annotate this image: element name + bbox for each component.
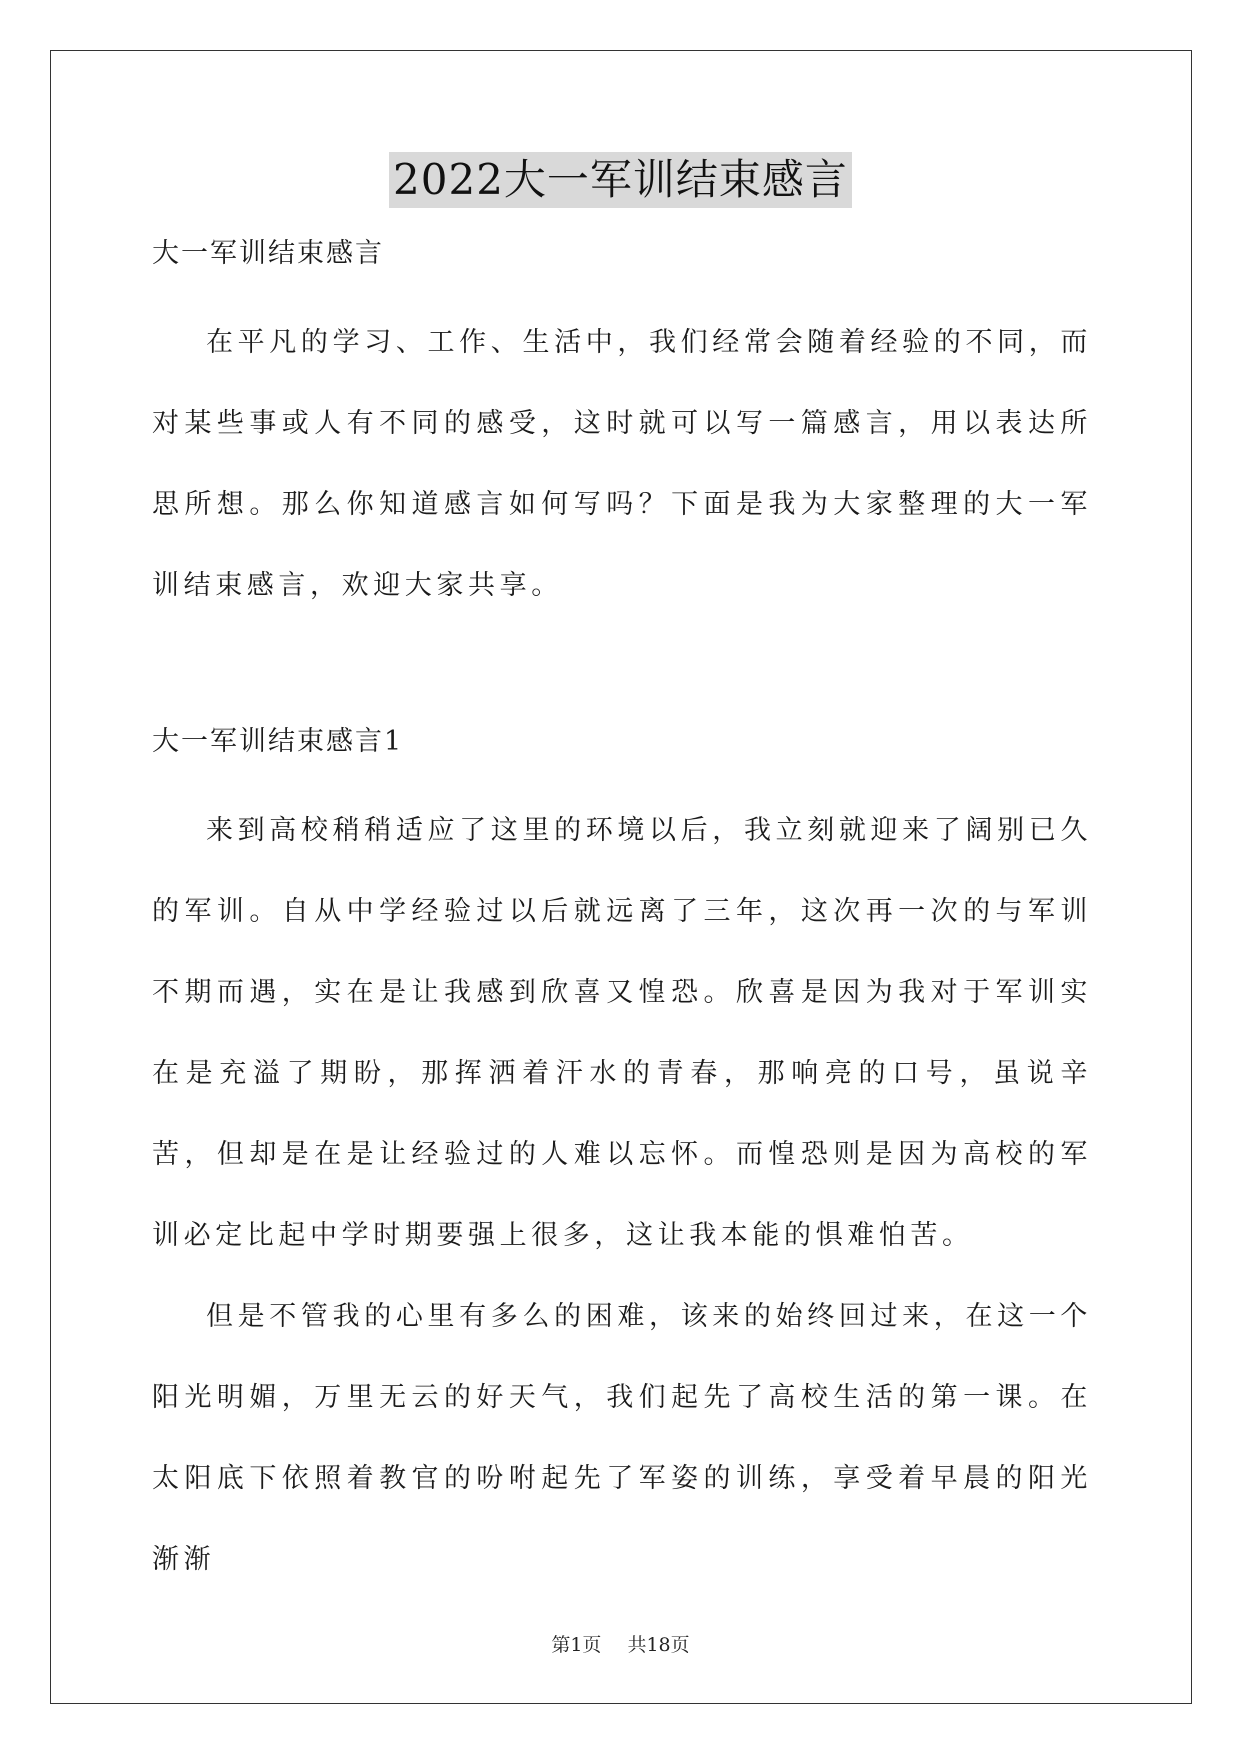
title-container <box>0 152 1241 208</box>
main-heading: 大一军训结束感言 <box>152 238 384 269</box>
document-body <box>152 234 1092 1600</box>
body-paragraph: 来到高校稍稍适应了这里的环境以后，我立刻就迎来了阔别已久的军训。自从中学经验过以后就远离了三年，这次再一次的与军训不期而遇，实在是让我感到欣喜又惶恐。欣喜是因为我对于军训实在是充溢了期盼，那挥洒着汗水的青春，那响亮的口号，虽说辛苦，但却是在是让经验过的人难以忘怀。而惶恐则是因为高校的军训必定比起中学时期要强上很多，这让我本能的惧难怕苦。 <box>152 815 1092 1251</box>
intro-paragraph: 在平凡的学习、工作、生活中，我们经常会随着经验的不同，而对某些事或人有不同的感受，这时就可以写一篇感言，用以表达所思所想。那么你知道感言如何写吗？下面是我为大家整理的大一军训结束感言，欢迎大家共享。 <box>152 327 1092 601</box>
section-heading: 大一军训结束感言1 <box>152 726 404 757</box>
page-footer <box>0 1630 1241 1657</box>
page-total: 共18页 <box>627 1634 690 1656</box>
document-title: 2022大一军训结束感言 <box>389 152 852 208</box>
body-paragraph: 但是不管我的心里有多么的困难，该来的始终回过来，在这一个阳光明媚，万里无云的好天气，我们起先了高校生活的第一课。在太阳底下依照着教官的吩咐起先了军姿的训练，享受着早晨的阳光渐渐 <box>152 1301 1092 1575</box>
page-number: 第1页 <box>551 1634 602 1656</box>
